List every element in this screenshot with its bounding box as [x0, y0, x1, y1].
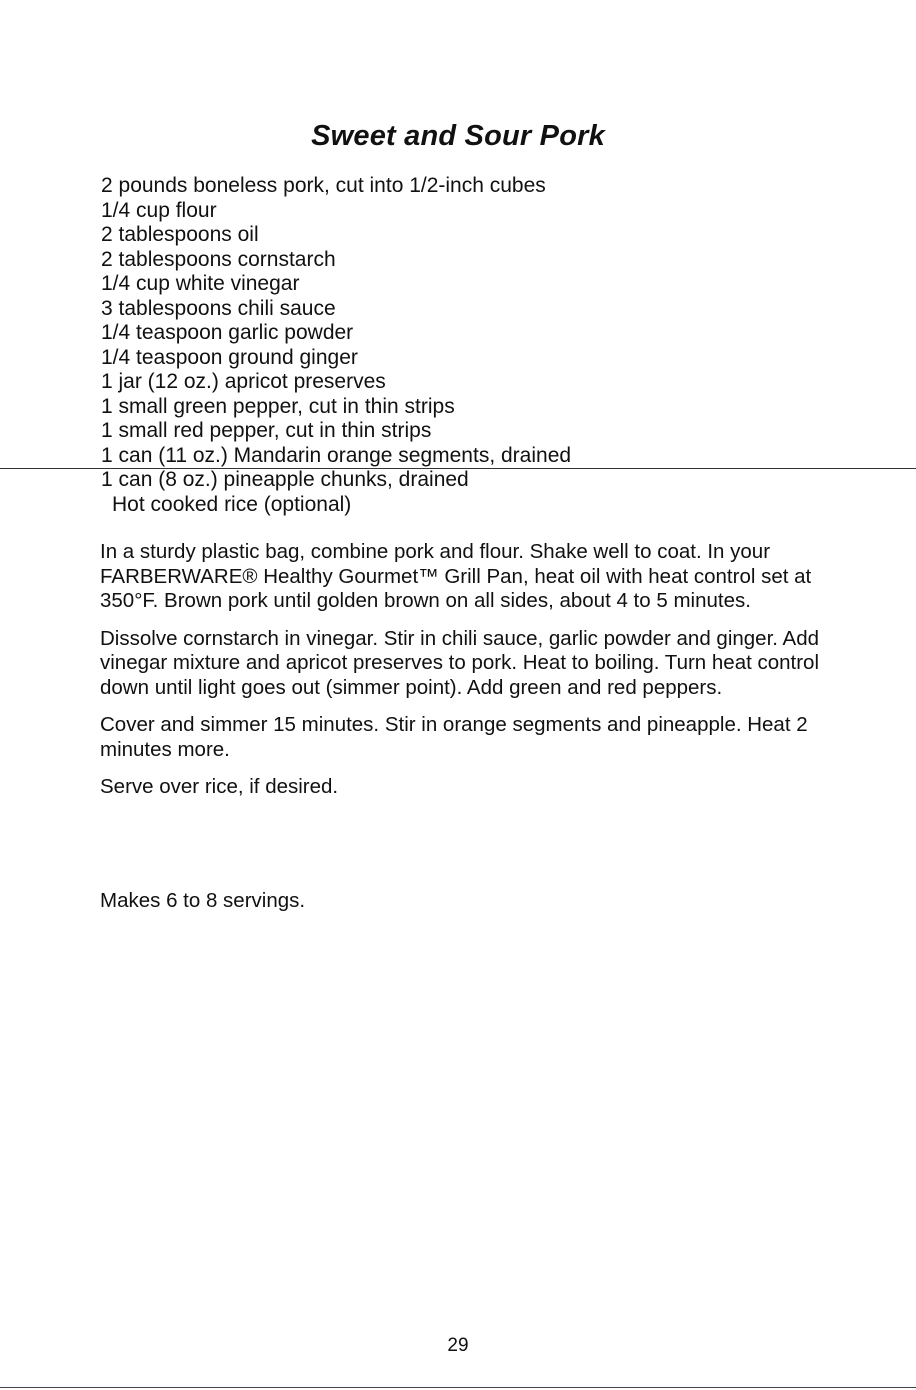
recipe-yield: Makes 6 to 8 servings. [100, 889, 306, 912]
instruction-step: Cover and simmer 15 minutes. Stir in orange segments and pineapple. Heat 2 minutes more. [100, 713, 808, 761]
instruction-step: In a sturdy plastic bag, combine pork and flour. Shake well to coat. In your FARBERWARE® Healthy Gourmet™ Grill Pan, heat oil with heat control set at 350°F. Brown pork until golden brown on all sides, about 4 to 5 minutes. [100, 540, 812, 612]
ingredient-item: 2 tablespoons cornstarch [101, 247, 336, 271]
instructions [100, 540, 820, 813]
ingredient-item: 3 tablespoons chili sauce [101, 296, 336, 320]
ingredient-item: 1 can (11 oz.) Mandarin orange segments, drained [101, 443, 572, 467]
ingredient-item: 1 small green pepper, cut in thin strips [101, 394, 455, 418]
bottom-border [0, 1387, 916, 1388]
instruction-step: Serve over rice, if desired. [100, 775, 339, 798]
ingredient-item: 1/4 cup flour [101, 198, 217, 222]
ingredient-item: 2 tablespoons oil [101, 223, 259, 246]
ingredient-item: 1 can (8 oz.) pineapple chunks, drained [101, 468, 469, 491]
ingredient-item: 1 jar (12 oz.) apricot preserves [101, 370, 386, 393]
page-title: Sweet and Sour Pork [311, 120, 605, 152]
page-number: 29 [447, 1335, 469, 1356]
ingredient-item: 1/4 cup white vinegar [101, 272, 300, 295]
ingredient-item: 1 small red pepper, cut in thin strips [101, 419, 432, 442]
horizontal-divider [0, 468, 916, 469]
ingredient-item: Hot cooked rice (optional) [112, 492, 352, 516]
ingredient-item: 2 pounds boneless pork, cut into 1/2-inch cubes [101, 174, 546, 197]
ingredient-item: 1/4 teaspoon ground ginger [101, 345, 358, 369]
ingredient-item: 1/4 teaspoon garlic powder [101, 321, 354, 344]
ingredient-list [101, 174, 571, 517]
instruction-step: Dissolve cornstarch in vinegar. Stir in chili sauce, garlic powder and ginger. Add vinegar mixture and apricot preserves to pork. Heat to boiling. Turn heat control down until light goes out (simmer point). Add green and red peppers. [100, 626, 820, 699]
